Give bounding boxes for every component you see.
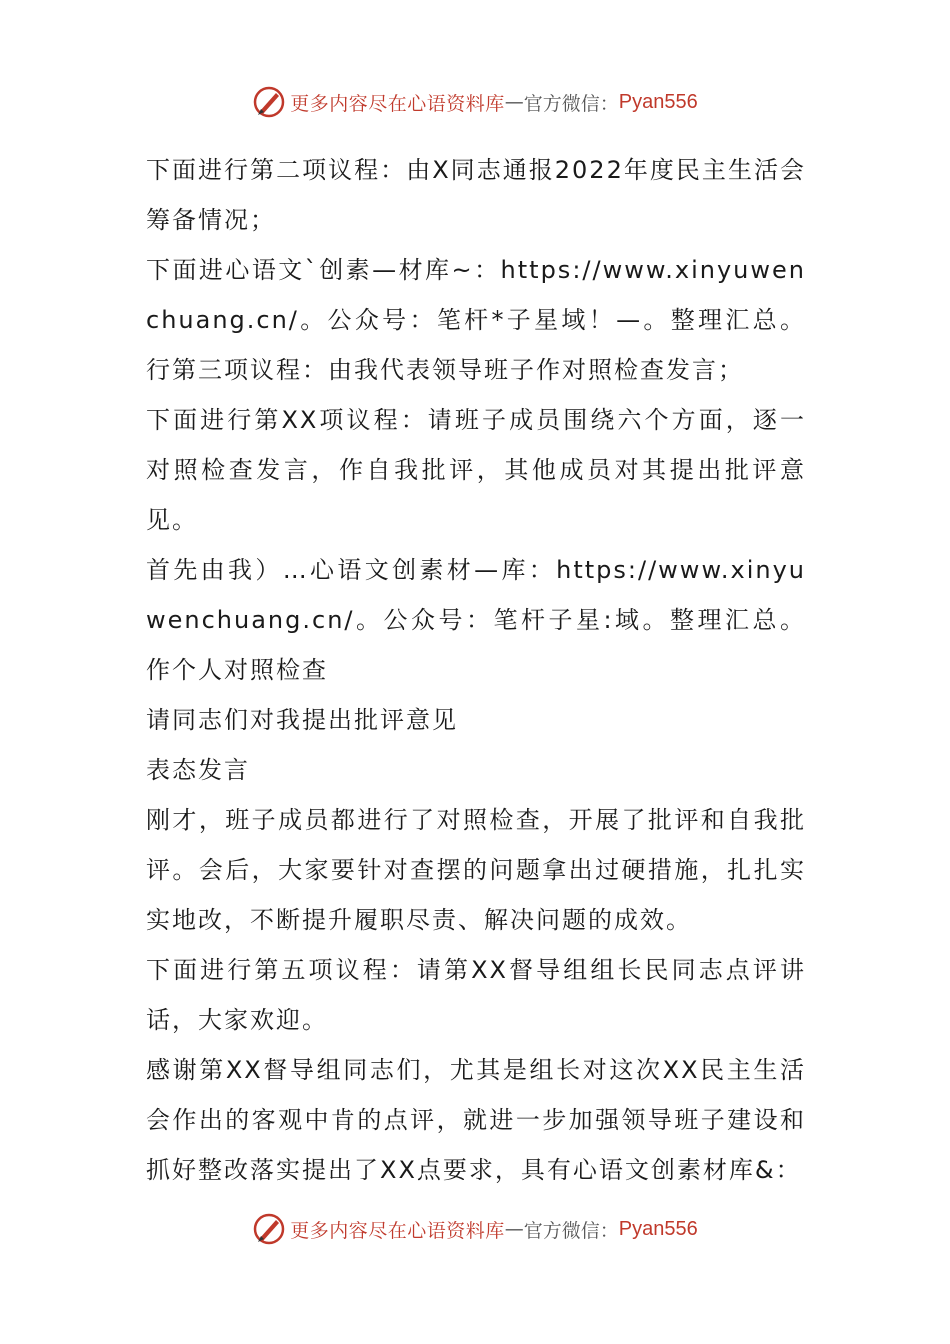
paragraph: 下面进心语文`创素—材库~：https://www.xinyuwenchuang.cn/。公众号：笔杆*子星域！—。整理汇总。行第三项议程：由我代表领导班子作对照检查发言；: [146, 256, 806, 384]
header-banner: [0, 82, 950, 122]
banner-wechat-id: Pyan556: [618, 90, 698, 113]
paragraph: 下面进行第二项议程：由X同志通报2022年度民主生活会筹备情况；: [146, 156, 806, 234]
banner-text: 更多内容尽在心语资料库: [290, 92, 505, 115]
banner-separator: —: [504, 91, 524, 113]
banner-separator: —: [504, 1218, 524, 1240]
document-body: [146, 145, 806, 1195]
banner-text: 更多内容尽在心语资料库: [290, 1219, 505, 1242]
paragraph: 感谢第XX督导组同志们，尤其是组长对这次XX民主生活会作出的客观中肯的点评，就进一步加强领导班子建设和抓好整改落实提出了XX点要求，具有心语文创素材库&：: [146, 1056, 806, 1184]
banner-wechat-label: 官方微信：: [523, 92, 619, 115]
paragraph: 请同志们对我提出批评意见: [146, 706, 458, 734]
paragraph: 下面进行第五项议程：请第XX督导组组长民同志点评讲话，大家欢迎。: [146, 956, 806, 1034]
paragraph: 首先由我）…心语文创素材—库：https://www.xinyuwenchuang.cn/。公众号：笔杆子星:域。整理汇总。作个人对照检查: [146, 556, 806, 684]
paragraph: 刚才，班子成员都进行了对照检查，开展了批评和自我批评。会后，大家要针对查摆的问题拿出过硬措施，扎扎实实地改，不断提升履职尽责、解决问题的成效。: [146, 806, 806, 934]
banner-wechat-label: 官方微信：: [523, 1219, 619, 1242]
paragraph: 表态发言: [146, 756, 250, 784]
pen-logo-icon: [252, 85, 286, 119]
pen-logo-icon: [252, 1212, 286, 1246]
footer-banner: [0, 1209, 950, 1249]
banner-wechat-id: Pyan556: [618, 1217, 698, 1240]
paragraph: 下面进行第XX项议程：请班子成员围绕六个方面，逐一对照检查发言，作自我批评，其他成员对其提出批评意见。: [146, 406, 806, 534]
